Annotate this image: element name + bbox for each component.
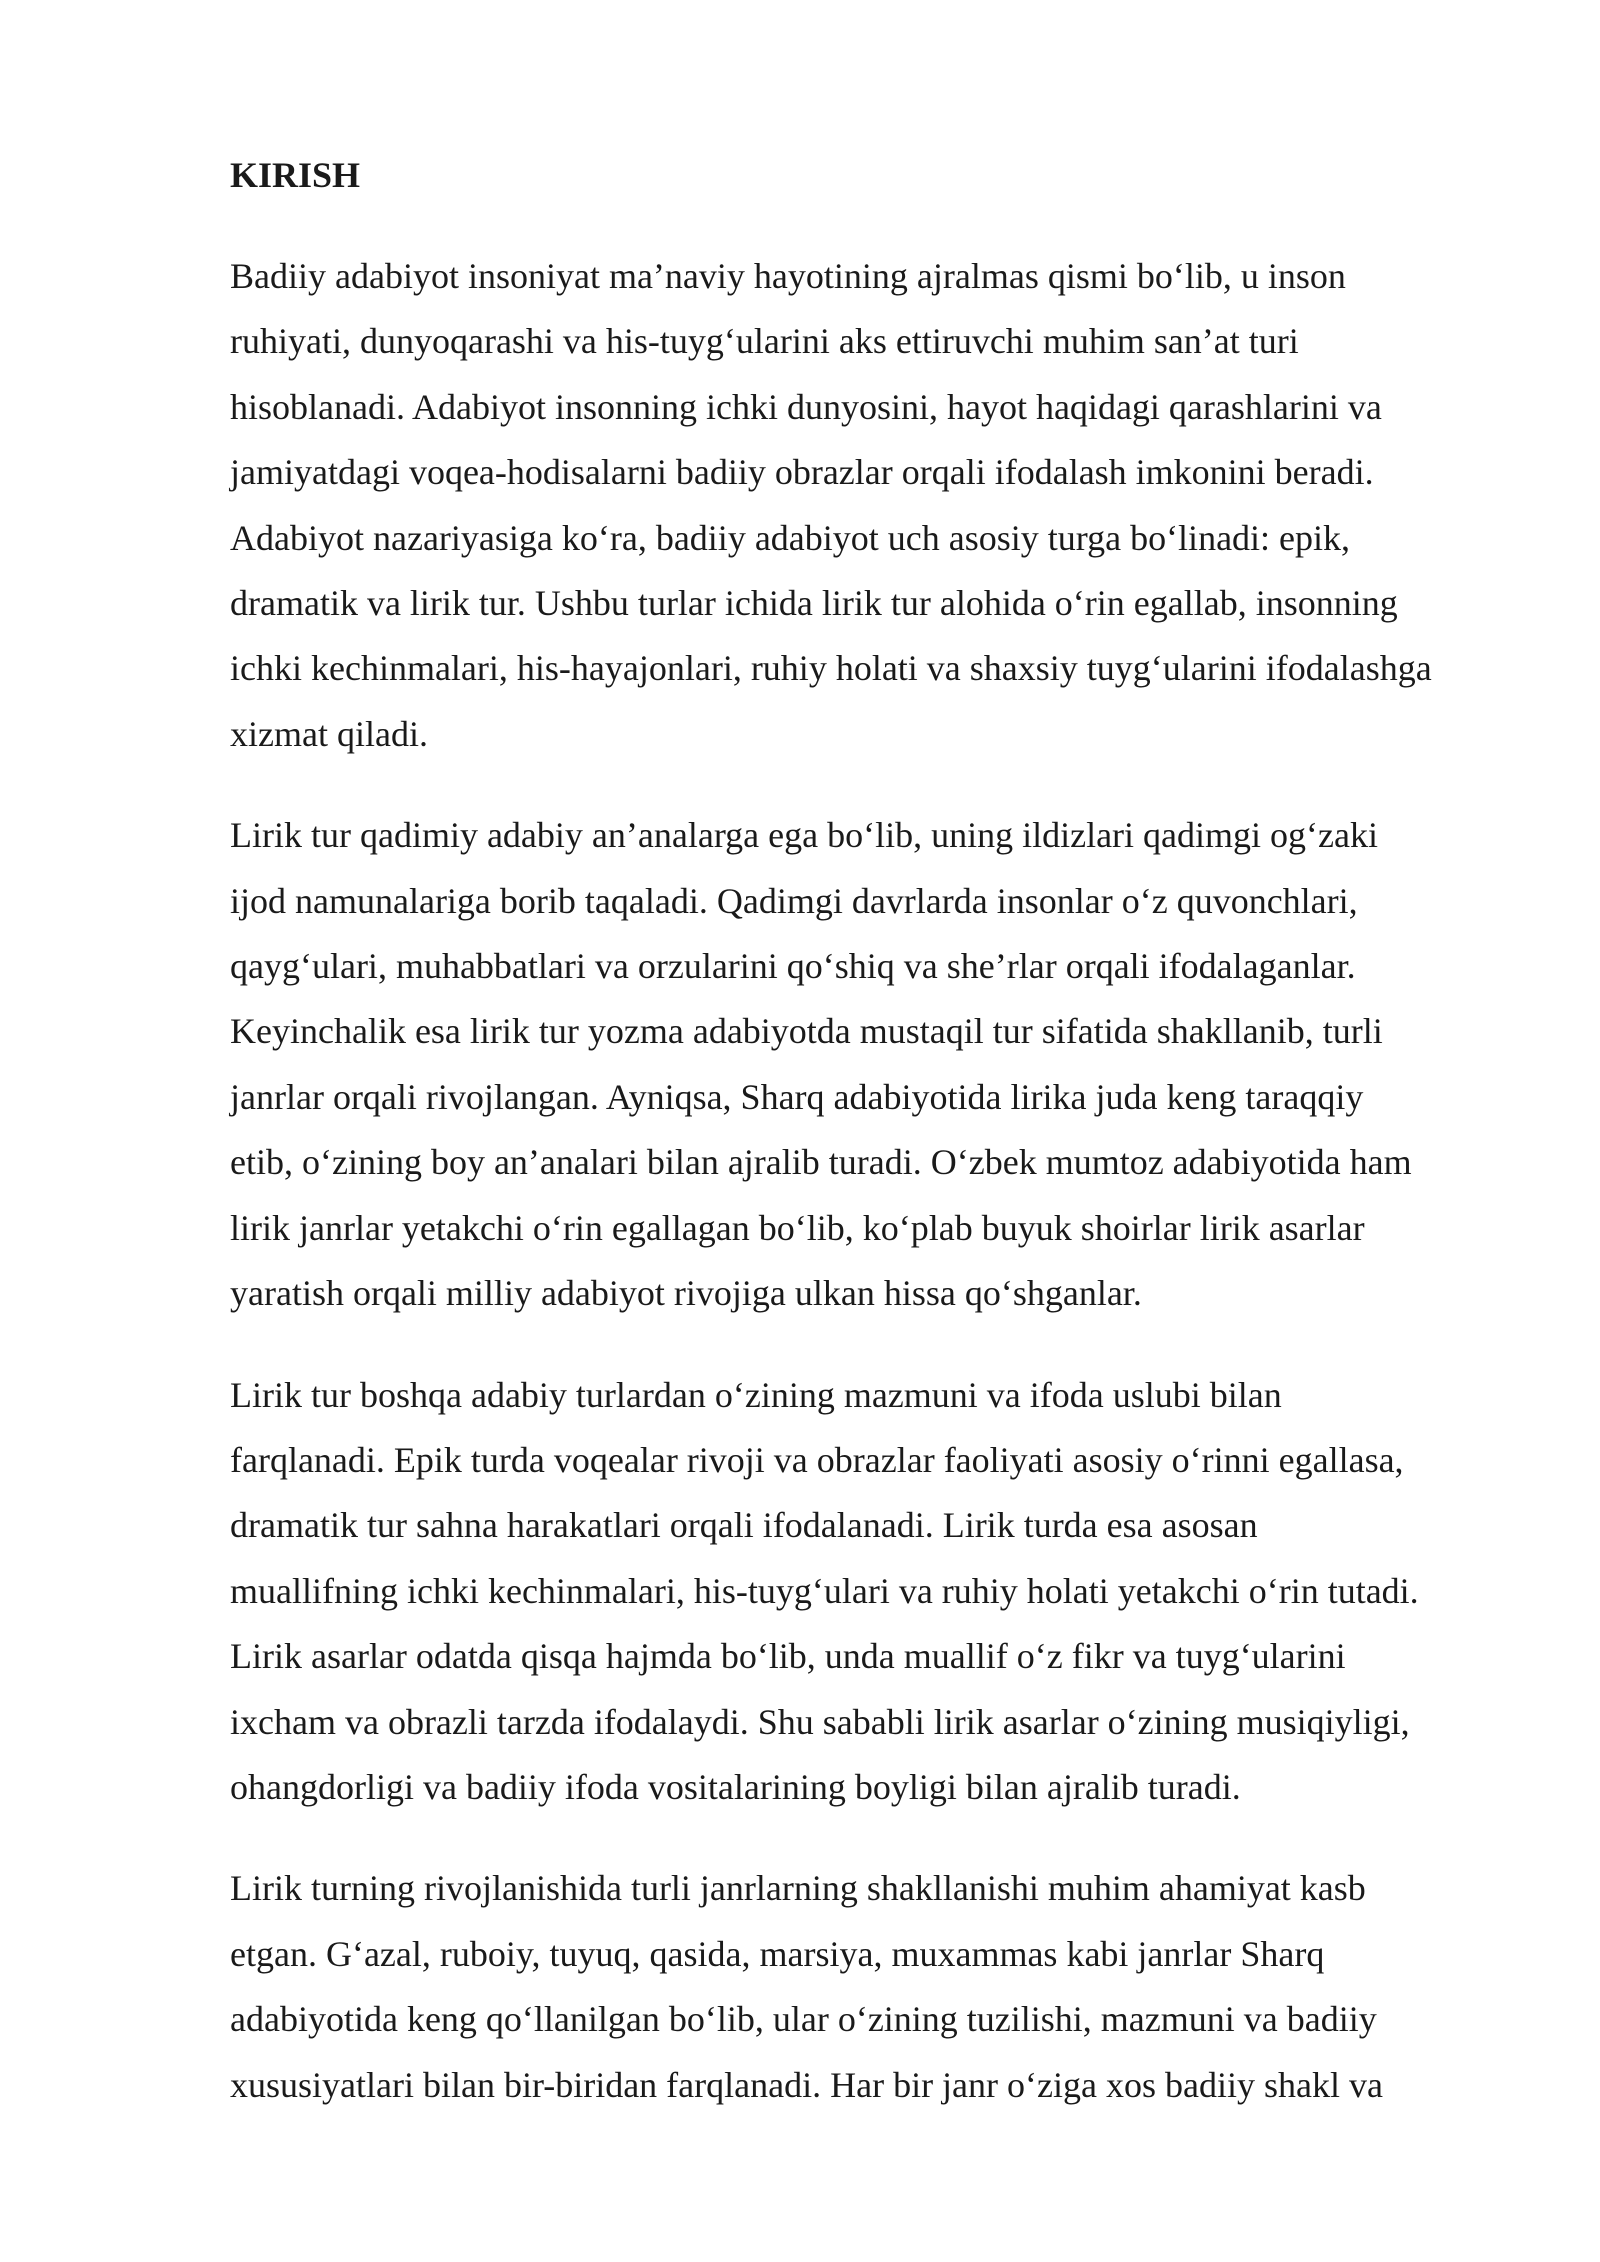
paragraph-line: etib, o‘zining boy an’analari bilan ajralib turadi. O‘zbek mumtoz adabiyotida ham <box>230 1142 1412 1183</box>
paragraph-line: adabiyotida keng qo‘llanilgan bo‘lib, ular o‘zining tuzilishi, mazmuni va badiiy <box>230 1999 1377 2040</box>
paragraph-line: dramatik tur sahna harakatlari orqali ifodalanadi. Lirik turda esa asosan <box>230 1505 1258 1546</box>
paragraph-line: ijod namunalariga borib taqaladi. Qadimgi davrlarda insonlar o‘z quvonchlari, <box>230 880 1358 921</box>
paragraph-line: Lirik tur boshqa adabiy turlardan o‘zining mazmuni va ifoda uslubi bilan <box>230 1374 1282 1415</box>
document-body <box>230 150 1510 2154</box>
paragraph-line: lirik janrlar yetakchi o‘rin egallagan bo‘lib, ko‘plab buyuk shoirlar lirik asarlar <box>230 1207 1365 1248</box>
paragraph-line: xizmat qiladi. <box>230 713 428 754</box>
paragraph-3 <box>230 1363 1510 1821</box>
paragraph-line: etgan. G‘azal, ruboiy, tuyuq, qasida, marsiya, muxammas kabi janrlar Sharq <box>230 1933 1325 1974</box>
paragraph-line: muallifning ichki kechinmalari, his-tuyg‘ulari va ruhiy holati yetakchi o‘rin tutadi. <box>230 1570 1419 1611</box>
paragraph-line: Badiiy adabiyot insoniyat ma’naviy hayotining ajralmas qismi bo‘lib, u inson <box>230 256 1346 296</box>
paragraph-line: ruhiyati, dunyoqarashi va his-tuyg‘ularini aks ettiruvchi muhim san’at turi <box>230 321 1299 362</box>
paragraph-line: Adabiyot nazariyasiga ko‘ra, badiiy adabiyot uch asosiy turga bo‘linadi: epik, <box>230 517 1351 558</box>
paragraph-line: Keyinchalik esa lirik tur yozma adabiyotda mustaqil tur sifatida shakllanib, turli <box>230 1011 1383 1052</box>
paragraph-1 <box>230 244 1510 767</box>
paragraph-4 <box>230 1856 1510 2118</box>
section-heading: KIRISH <box>230 155 361 195</box>
paragraph-line: ohangdorligi va badiiy ifoda vositalarining boyligi bilan ajralib turadi. <box>230 1766 1241 1807</box>
paragraph-line: janrlar orqali rivojlangan. Ayniqsa, Sharq adabiyotida lirika juda keng taraqqiy <box>230 1076 1364 1117</box>
paragraph-line: yaratish orqali milliy adabiyot rivojiga ulkan hissa qo‘shganlar. <box>230 1273 1142 1314</box>
paragraph-line: Lirik asarlar odatda qisqa hajmda bo‘lib, unda muallif o‘z fikr va tuyg‘ularini <box>230 1636 1346 1677</box>
paragraph-line: hisoblanadi. Adabiyot insonning ichki dunyosini, hayot haqidagi qarashlarini va <box>230 386 1382 427</box>
paragraph-line: xususiyatlari bilan bir-biridan farqlanadi. Har bir janr o‘ziga xos badiiy shakl va <box>230 2064 1383 2105</box>
paragraph-line: farqlanadi. Epik turda voqealar rivoji va obrazlar faoliyati asosiy o‘rinni egallasa, <box>230 1439 1404 1480</box>
paragraph-line: qayg‘ulari, muhabbatlari va orzularini qo‘shiq va she’rlar orqali ifodalaganlar. <box>230 946 1356 987</box>
paragraph-line: ichki kechinmalari, his-hayajonlari, ruhiy holati va shaxsiy tuyg‘ularini ifodalashga <box>230 648 1432 689</box>
paragraph-line: Lirik turning rivojlanishida turli janrlarning shakllanishi muhim ahamiyat kasb <box>230 1868 1366 1909</box>
paragraph-line: Lirik tur qadimiy adabiy an’analarga ega bo‘lib, uning ildizlari qadimgi og‘zaki <box>230 815 1378 856</box>
paragraph-2 <box>230 803 1510 1326</box>
paragraph-line: ixcham va obrazli tarzda ifodalaydi. Shu sababli lirik asarlar o‘zining musiqiyligi, <box>230 1701 1410 1742</box>
paragraph-line: dramatik va lirik tur. Ushbu turlar ichida lirik tur alohida o‘rin egallab, insonning <box>230 583 1398 624</box>
paragraph-line: jamiyatdagi voqea-hodisalarni badiiy obrazlar orqali ifodalash imkonini beradi. <box>230 452 1374 493</box>
